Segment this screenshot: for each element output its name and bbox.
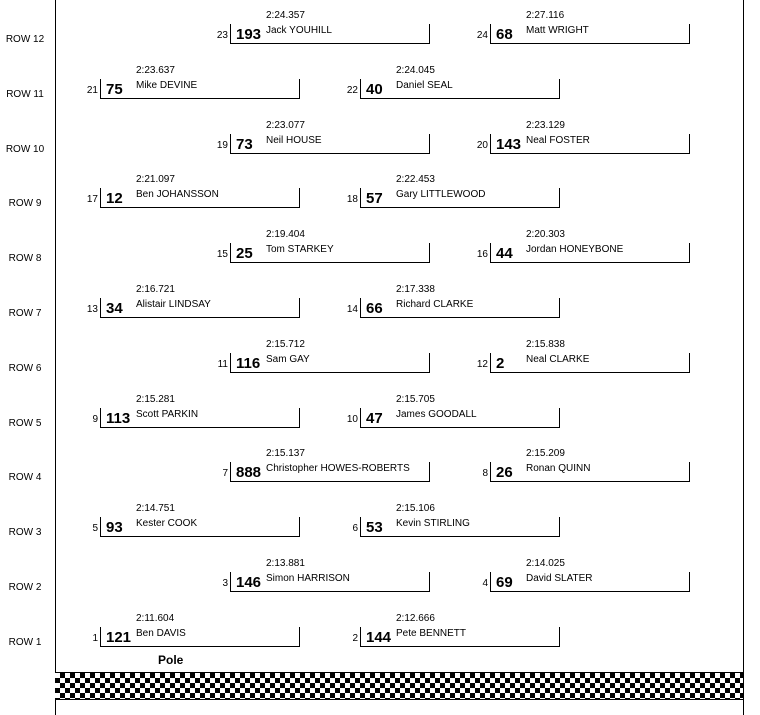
row-label: ROW 7: [8, 308, 42, 319]
lap-time: 2:15.838: [526, 338, 565, 350]
grid-slot: [346, 64, 560, 98]
car-number: 47: [366, 409, 383, 427]
lap-time: 2:15.106: [396, 503, 435, 515]
car-number: 2: [496, 354, 505, 372]
grid-position: 13: [86, 304, 98, 315]
grid-position: 16: [476, 249, 488, 261]
grid-slot: [222, 558, 430, 591]
lap-time: 2:19.404: [266, 229, 305, 241]
car-number: 146: [236, 574, 262, 591]
grid-slot: [476, 229, 690, 263]
grid-frame-right-line: [743, 0, 744, 715]
grid-position: 14: [346, 304, 358, 315]
grid-position: 24: [476, 30, 488, 41]
grid-position: 11: [217, 358, 228, 370]
grid-position: 10: [346, 413, 358, 425]
grid-slot: [86, 284, 300, 317]
driver-name: Neil HOUSE: [266, 134, 322, 146]
driver-name: Ben JOHANSSON: [136, 189, 219, 201]
driver-name: Jordan HONEYBONE: [526, 244, 624, 256]
grid-position: 18: [346, 194, 358, 206]
grid-position: 19: [216, 139, 228, 151]
car-number: 193: [236, 26, 262, 43]
lap-time: 2:15.712: [266, 338, 305, 350]
grid-slot: [346, 284, 560, 317]
grid-position: 23: [216, 30, 228, 41]
car-number: 68: [496, 26, 513, 43]
row-label: ROW 10: [5, 143, 45, 155]
lap-time: 2:24.045: [396, 64, 435, 76]
grid-slot: [482, 558, 690, 591]
lap-time: 2:21.097: [136, 174, 175, 186]
car-number: 69: [496, 574, 513, 591]
row-label: ROW 4: [8, 472, 42, 484]
grid-position: 17: [86, 194, 98, 206]
lap-time: 2:17.338: [396, 284, 435, 295]
row-label: ROW 6: [8, 362, 42, 374]
car-number: 66: [366, 300, 383, 317]
row-label: ROW 1: [8, 636, 42, 648]
grid-slot: [476, 119, 690, 153]
grid-slot: [476, 338, 690, 372]
driver-name: Alistair LINDSAY: [136, 299, 211, 310]
grid-frame-left-line: [55, 0, 56, 715]
driver-name: Kevin STIRLING: [396, 518, 470, 530]
grid-position: 3: [222, 578, 228, 589]
row-label: ROW 12: [5, 34, 45, 45]
grid-slot: [352, 612, 560, 646]
grid-position: 1: [92, 632, 98, 644]
driver-name: Richard CLARKE: [396, 299, 474, 310]
chequered-flag-strip: [55, 672, 743, 700]
lap-time: 2:15.281: [136, 393, 175, 405]
grid-slot: [216, 10, 430, 43]
grid-slot: [92, 612, 300, 646]
lap-time: 2:15.209: [526, 448, 565, 460]
car-number: 888: [236, 464, 262, 482]
lap-time: 2:12.666: [396, 612, 435, 624]
lap-time: 2:23.077: [266, 119, 305, 131]
driver-name: Pete BENNETT: [396, 627, 467, 639]
lap-time: 2:23.129: [526, 119, 565, 131]
slot-box: [100, 517, 300, 537]
car-number: 143: [496, 135, 522, 153]
grid-position: 7: [222, 468, 228, 480]
row-label: ROW 5: [8, 417, 42, 429]
lap-time: 2:14.025: [526, 558, 565, 569]
lap-time: 2:24.357: [266, 10, 305, 21]
slot-box: [100, 79, 300, 99]
car-number: 34: [106, 300, 123, 317]
row-label: ROW 3: [8, 527, 42, 539]
car-number: 25: [236, 245, 253, 263]
grid-slot: [216, 229, 430, 263]
car-number: 53: [366, 519, 383, 537]
driver-name: Kester COOK: [136, 518, 198, 530]
slot-box: [360, 79, 560, 99]
driver-name: Scott PARKIN: [136, 408, 199, 420]
grid-position: 9: [92, 413, 98, 425]
grid-position: 5: [92, 523, 98, 535]
row-label: ROW 8: [8, 253, 42, 265]
lap-time: 2:16.721: [136, 284, 175, 295]
grid-slot: [476, 10, 690, 43]
car-number: 44: [496, 245, 513, 263]
driver-name: Ronan QUINN: [526, 463, 591, 475]
lap-time: 2:15.137: [266, 448, 305, 460]
grid-slot: [216, 119, 430, 153]
grid-position: 2: [352, 632, 358, 644]
car-number: 113: [106, 409, 131, 427]
car-number: 40: [366, 80, 383, 98]
driver-name: Mike DEVINE: [136, 79, 198, 91]
slot-box: [490, 353, 690, 373]
pole-label: Pole: [158, 653, 184, 667]
grid-slot: [92, 503, 300, 537]
lap-time: 2:14.751: [136, 503, 175, 515]
lap-time: 2:15.705: [396, 393, 435, 405]
slot-box: [230, 134, 430, 154]
grid-position: 4: [482, 578, 488, 589]
car-number: 144: [366, 628, 392, 646]
grid-slot: [86, 174, 300, 208]
grid-slot: [346, 174, 560, 208]
car-number: 75: [106, 80, 123, 98]
car-number: 57: [366, 190, 383, 208]
lap-time: 2:27.116: [526, 10, 565, 21]
grid-position: 22: [346, 84, 358, 96]
lap-time: 2:20.303: [526, 229, 565, 241]
driver-name: Tom STARKEY: [266, 244, 334, 256]
driver-name: James GOODALL: [396, 408, 477, 420]
grid-position: 8: [482, 468, 488, 480]
driver-name: Ben DAVIS: [136, 627, 186, 639]
grid-slot: [92, 393, 300, 427]
driver-name: Daniel SEAL: [396, 79, 453, 91]
car-number: 116: [236, 354, 261, 372]
car-number: 26: [496, 464, 513, 482]
grid-position: 15: [216, 249, 228, 261]
driver-name: Jack YOUHILL: [266, 25, 332, 36]
row-label: ROW 2: [8, 582, 42, 593]
lap-time: 2:11.604: [136, 612, 175, 624]
lap-time: 2:23.637: [136, 64, 175, 76]
car-number: 121: [106, 628, 132, 646]
driver-name: Simon HARRISON: [266, 573, 350, 584]
grid-slot: [222, 448, 430, 482]
grid-slot: [482, 448, 690, 482]
driver-name: Neal FOSTER: [526, 134, 590, 146]
row-label: ROW 11: [6, 88, 44, 100]
driver-name: David SLATER: [526, 573, 593, 584]
driver-name: Matt WRIGHT: [526, 25, 589, 36]
grid-base-line: [55, 699, 744, 700]
driver-name: Christopher HOWES-ROBERTS: [266, 463, 410, 475]
grid-slot: [346, 393, 560, 427]
grid-slot: [352, 503, 560, 537]
slot-box: [490, 24, 690, 44]
car-number: 12: [106, 190, 123, 208]
driver-name: Neal CLARKE: [526, 353, 590, 365]
grid-slot: [86, 64, 300, 98]
grid-slot: [217, 338, 430, 372]
car-number: 93: [106, 519, 123, 537]
lap-time: 2:22.453: [396, 174, 435, 186]
grid-position: 21: [86, 84, 98, 96]
driver-name: Sam GAY: [266, 353, 310, 365]
driver-name: Gary LITTLEWOOD: [396, 189, 486, 201]
lap-time: 2:13.881: [266, 558, 305, 569]
grid-position: 6: [352, 523, 358, 535]
car-number: 73: [236, 135, 253, 153]
grid-position: 12: [476, 358, 488, 370]
grid-position: 20: [476, 139, 488, 151]
row-label: ROW 9: [8, 198, 42, 210]
